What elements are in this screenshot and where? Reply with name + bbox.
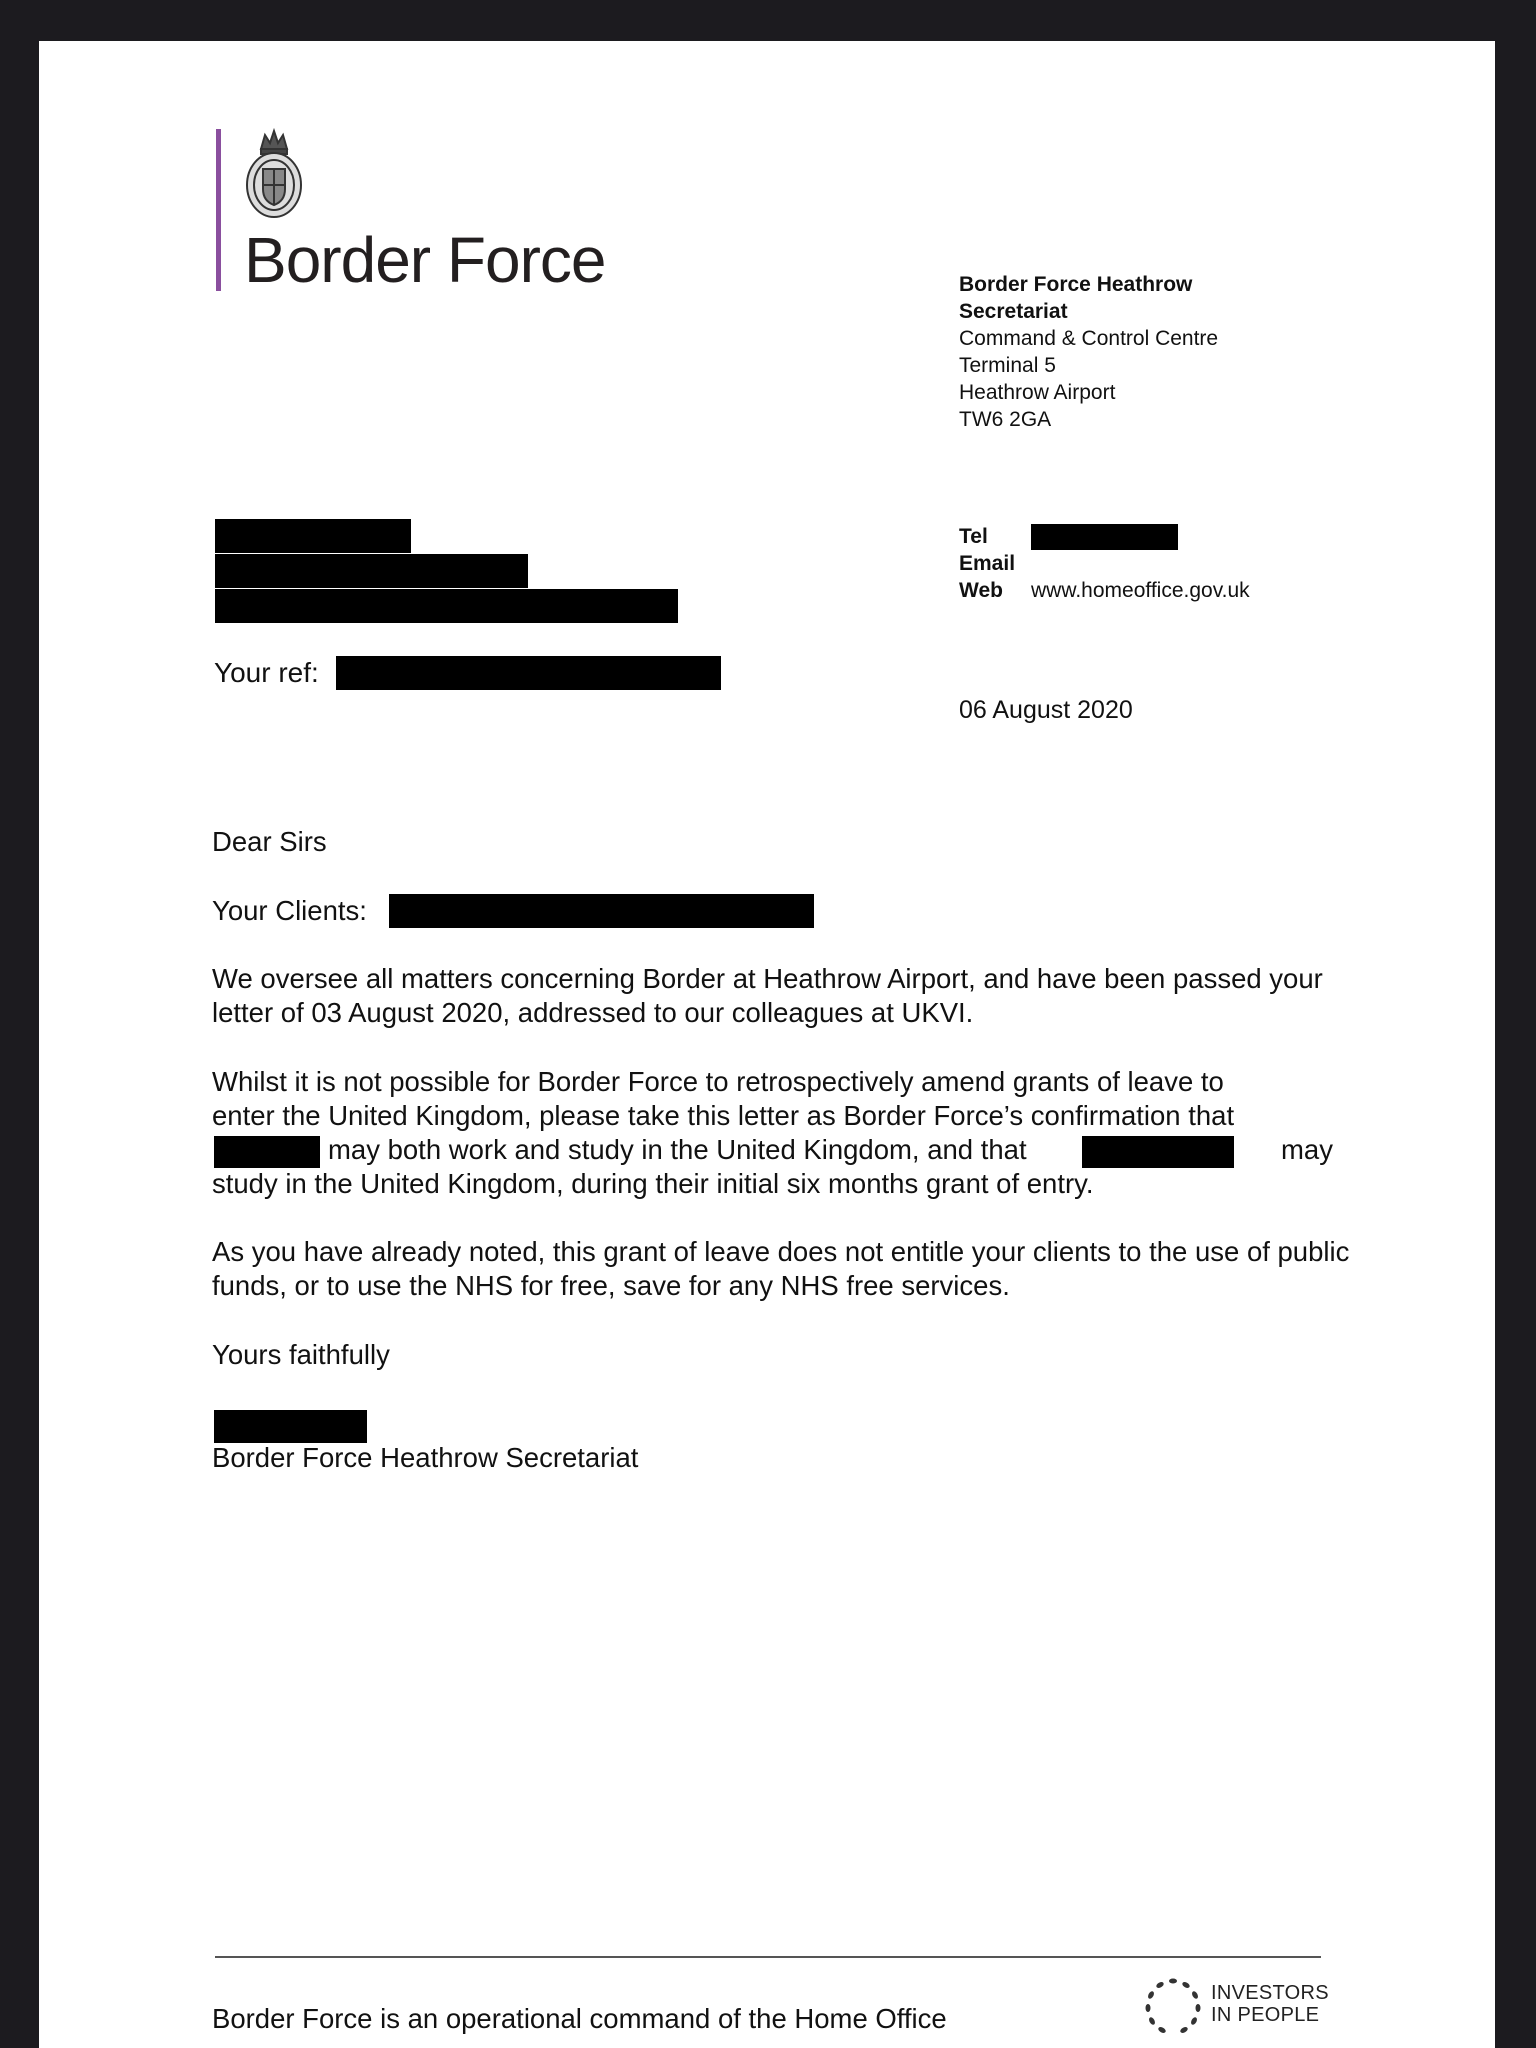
closing: Yours faithfully — [212, 1339, 390, 1370]
paragraph-1: We oversee all matters concerning Border at Heathrow Airport, and have been passed your letter of 03 August 2020, addressed to our colleagues at UKVI. — [212, 963, 1323, 1028]
your-ref-label: Your ref: — [214, 657, 319, 688]
redacted-client-names — [389, 894, 814, 928]
email-label: Email — [959, 552, 1016, 575]
investors-in-people-wreath-icon — [1142, 1975, 1204, 2037]
redacted-recipient-line3 — [215, 589, 678, 623]
web-value: www.homeoffice.gov.uk — [1031, 579, 1250, 602]
address-line2: Terminal 5 — [959, 354, 1056, 377]
tel-label: Tel — [959, 525, 988, 548]
salutation: Dear Sirs — [212, 826, 327, 857]
investors-in-people-logo — [1211, 1982, 1329, 2026]
footer-rule — [215, 1956, 1321, 1958]
address-line3: Heathrow Airport — [959, 381, 1116, 404]
sender-address — [959, 271, 1218, 433]
address-postcode: TW6 2GA — [959, 408, 1052, 431]
paragraph-2-line4: study in the United Kingdom, during their initial six months grant of entry. — [212, 1168, 1094, 1199]
redacted-ref — [336, 656, 721, 690]
paragraph-2 — [212, 1065, 1372, 1201]
logo-accent-bar — [216, 129, 221, 291]
paragraph-2-line3b: may — [1281, 1134, 1333, 1165]
sender-name-line1: Border Force Heathrow — [959, 273, 1193, 296]
redacted-signature — [214, 1410, 367, 1443]
signature-title: Border Force Heathrow Secretariat — [212, 1442, 639, 1473]
redacted-name-2 — [1082, 1136, 1234, 1168]
redacted-recipient-line2 — [215, 554, 528, 588]
iip-line1: INVESTORS — [1211, 1982, 1329, 2004]
redacted-name-1 — [214, 1136, 320, 1168]
paragraph-2-line1: Whilst it is not possible for Border Force to retrospectively amend grants of leave to — [212, 1066, 1224, 1097]
redacted-tel — [1031, 524, 1178, 550]
letter-page — [39, 41, 1495, 2048]
paragraph-2-line2: enter the United Kingdom, please take this letter as Border Force’s confirmation that — [212, 1100, 1235, 1131]
web-label: Web — [959, 579, 1003, 602]
sender-name-line2: Secretariat — [959, 300, 1068, 323]
footer-text: Border Force is an operational command of the Home Office — [212, 2003, 947, 2034]
clients-label: Your Clients: — [212, 895, 367, 926]
address-line1: Command & Control Centre — [959, 327, 1219, 350]
logo-text: Border Force — [244, 224, 606, 296]
iip-line2: IN PEOPLE — [1211, 2004, 1320, 2026]
redacted-recipient-line1 — [215, 519, 411, 553]
paragraph-3: As you have already noted, this grant of leave does not entitle your clients to the use of public funds, or to use the NHS for free, save for any NHS free services. — [212, 1236, 1350, 1301]
paragraph-2-line3a: may both work and study in the United Kingdom, and that — [328, 1134, 1027, 1165]
letter-date: 06 August 2020 — [959, 696, 1133, 724]
royal-crest-icon — [243, 127, 305, 223]
